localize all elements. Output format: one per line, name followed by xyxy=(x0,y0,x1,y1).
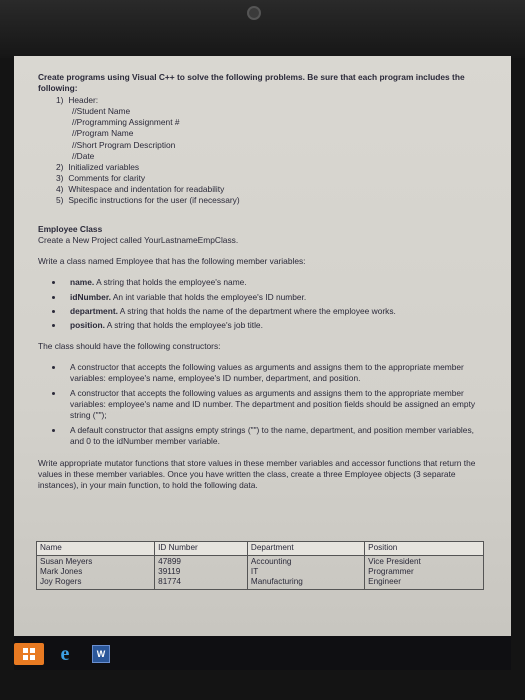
employee-data-table xyxy=(36,541,484,590)
column-header: Name xyxy=(37,542,155,556)
document-content xyxy=(38,72,483,491)
header-line: //Program Name xyxy=(72,128,134,139)
member-variable-item: • name. A string that holds the employee's name. xyxy=(64,277,483,288)
internet-explorer-icon[interactable]: e xyxy=(60,642,70,665)
constructors-intro: The class should have the following constructors: xyxy=(38,340,221,351)
document-page xyxy=(14,56,511,636)
monitor-bezel xyxy=(0,0,525,58)
windows-logo-icon xyxy=(22,647,36,661)
intro-text: Create programs using Visual C++ to solve the following problems. Be sure that each program includes the following: xyxy=(38,72,465,94)
requirement-item: 4) Whitespace and indentation for readability xyxy=(56,183,225,194)
header-line: //Date xyxy=(72,150,95,161)
table-header-row xyxy=(37,542,484,556)
requirement-item: 1) Header: //Student Name //Programming Assignment # //Program Name //Short Program Description //Date xyxy=(56,95,483,162)
create-project-text: Create a New Project called YourLastnameEmpClass. xyxy=(38,235,239,246)
table-cell: 47899 39119 81774 xyxy=(155,555,248,589)
header-lines xyxy=(56,106,483,161)
table-row xyxy=(37,555,484,589)
word-icon[interactable]: W xyxy=(92,645,110,663)
column-header: Department xyxy=(247,542,364,556)
start-button-icon[interactable] xyxy=(14,643,44,665)
write-class-text: Write a class named Employee that has the following member variables: xyxy=(38,256,306,267)
member-variable-item: • position. A string that holds the employee's job title. xyxy=(64,320,483,331)
header-line: //Short Program Description xyxy=(72,139,176,150)
table-cell: Susan Meyers Mark Jones Joy Rogers xyxy=(37,555,155,589)
requirement-item: 2) Initialized variables xyxy=(56,161,140,172)
requirements-list xyxy=(38,95,483,206)
table-cell: Vice President Programmer Engineer xyxy=(365,555,484,589)
table-cell: Accounting IT Manufacturing xyxy=(247,555,364,589)
member-variable-item: • idNumber. An int variable that holds the employee's ID number. xyxy=(64,292,483,303)
constructor-item: • A constructor that accepts the following values as arguments and assigns them to the appropriate member variables: employee's name, employee's ID number, department, and position. xyxy=(64,362,483,384)
requirement-item: 5) Specific instructions for the user (if necessary) xyxy=(56,195,240,206)
mutator-paragraph: Write appropriate mutator functions that store values in these member variables and accessor functions that return the values in these member variables. Once you have written the class, create a three Employee objects (3 separate instances), in your main function, to hold the following data. xyxy=(38,457,476,490)
column-header: Position xyxy=(365,542,484,556)
member-variables-list xyxy=(38,277,483,330)
requirement-item: 3) Comments for clarity xyxy=(56,172,146,183)
taskbar xyxy=(14,636,511,670)
constructors-list xyxy=(38,362,483,448)
section-title: Employee Class xyxy=(38,224,103,235)
header-line: //Programming Assignment # xyxy=(72,117,180,128)
constructor-item: • A default constructor that assigns empty strings ("") to the name, department, and position member variables, and 0 to the idNumber member variable. xyxy=(64,425,483,447)
header-line: //Student Name xyxy=(72,106,131,117)
column-header: ID Number xyxy=(155,542,248,556)
member-variable-item: • department. A string that holds the name of the department where the employee works. xyxy=(64,306,483,317)
webcam-icon xyxy=(247,6,261,20)
constructor-item: • A constructor that accepts the following values as arguments and assigns them to the appropriate member variables: employee's name and ID number. The department and position fields should be assigned an empty string (""); xyxy=(64,388,483,421)
